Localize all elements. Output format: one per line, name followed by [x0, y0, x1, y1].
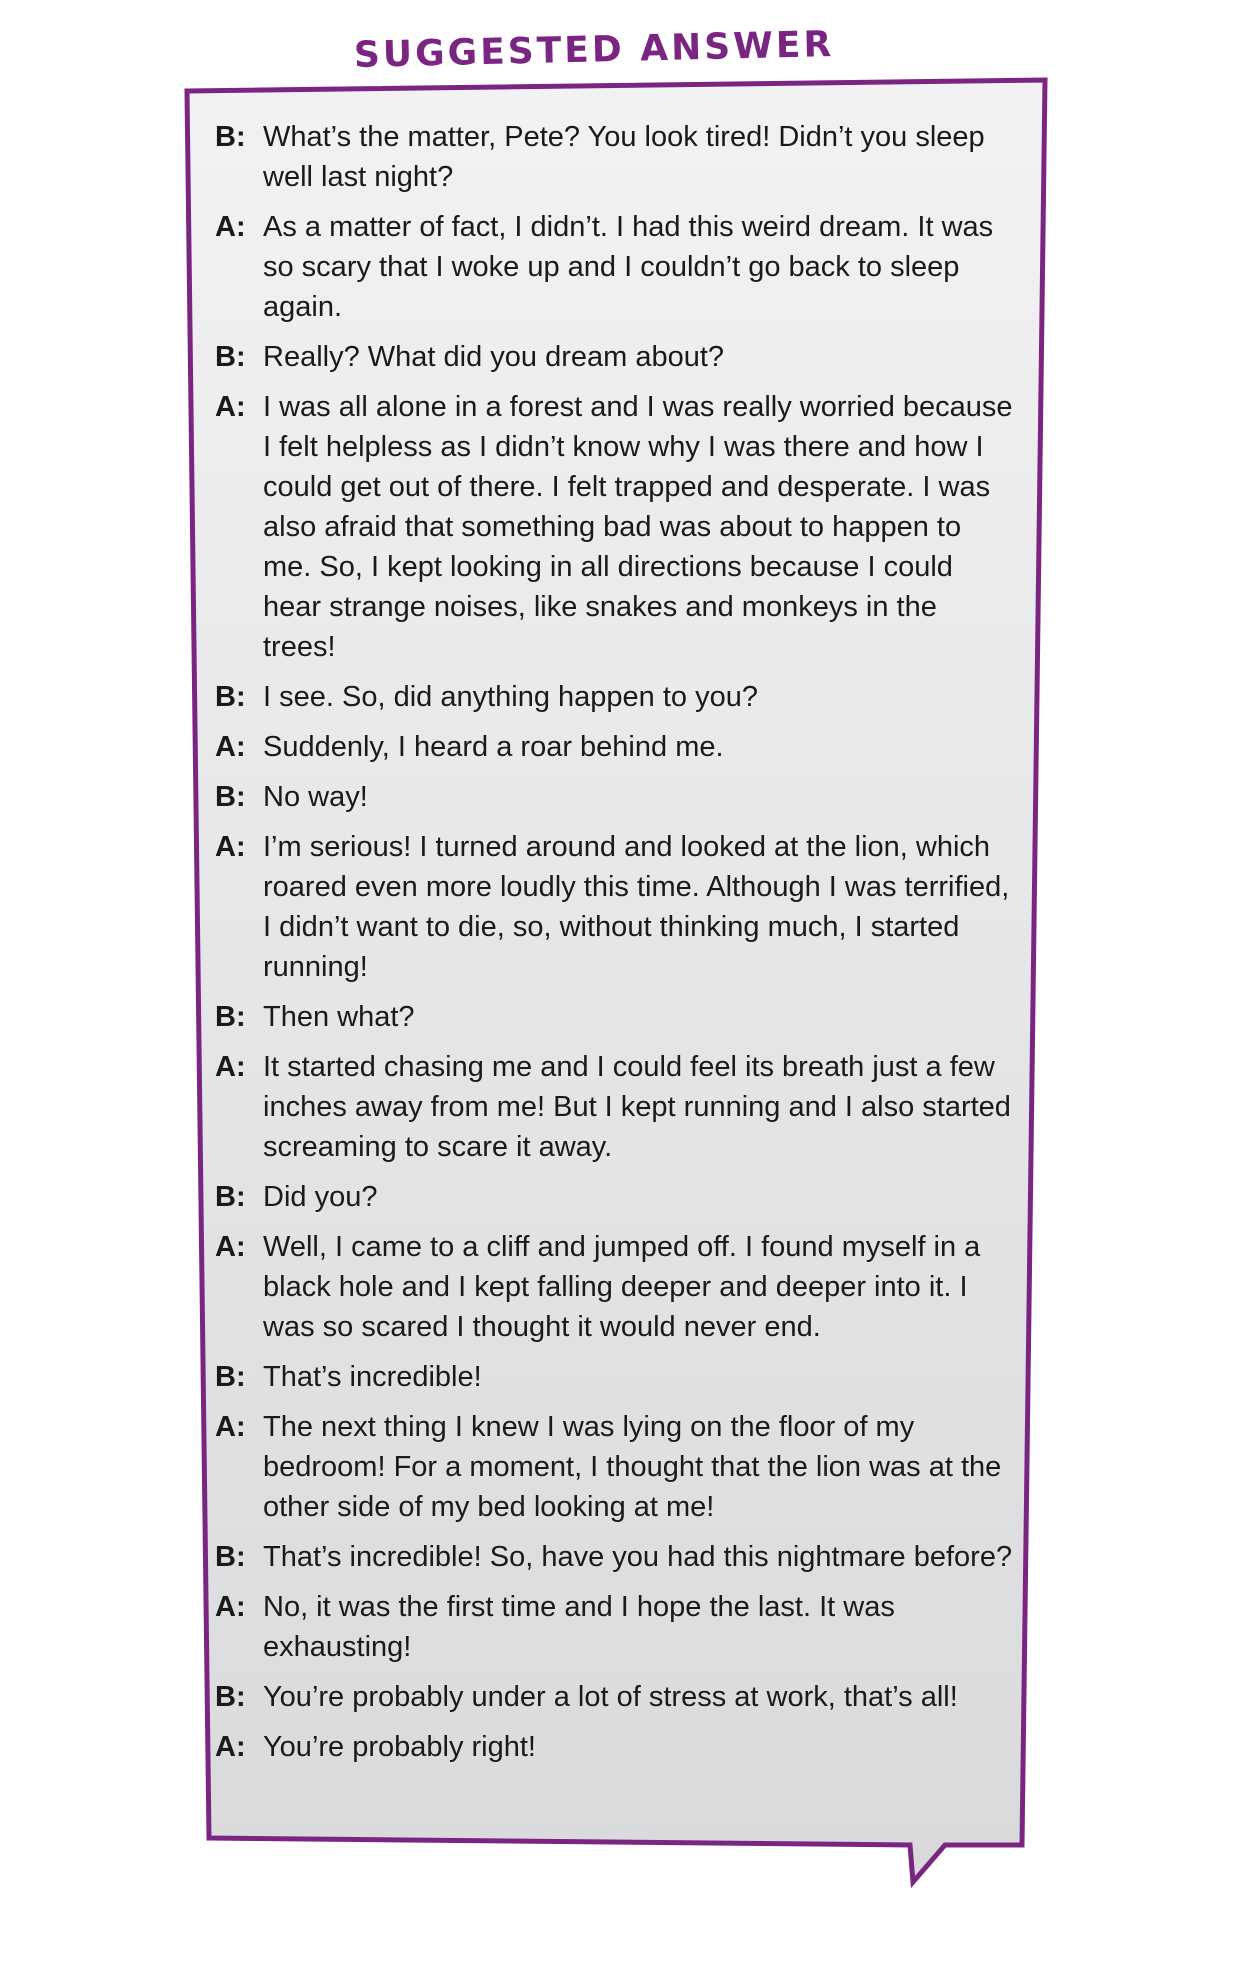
speaker-label: A: [215, 1591, 246, 1623]
dialogue-line [215, 1537, 1015, 1577]
line-text: As a matter of fact, I didn’t. I had this weird dream. It was so scary that I woke up and I couldn’t go back to sleep again. [263, 211, 994, 323]
speaker-label: A: [215, 211, 246, 243]
speaker-label: A: [215, 1731, 246, 1763]
speaker-label: B: [215, 1181, 246, 1213]
line-text: It started chasing me and I could feel its breath just a few inches away from me! But I kept running and I also started screaming to scare it away. [263, 1051, 1011, 1163]
speaker-label: B: [215, 781, 246, 813]
line-text: No way! [263, 781, 368, 813]
dialogue-line [215, 1587, 1015, 1667]
line-text: I was all alone in a forest and I was really worried because I felt helpless as I didn’t know why I was there and how I could get out of there. I felt trapped and desperate. I was also afraid that something bad was about to happen to me. So, I kept looking in all directions because I could hear strange noises, like snakes and monkeys in the trees! [263, 391, 1013, 663]
dialogue-line [215, 997, 1015, 1037]
dialogue-line [215, 1727, 1015, 1767]
dialogue-line [215, 827, 1015, 987]
dialogue-line [215, 1357, 1015, 1397]
line-text: Well, I came to a cliff and jumped off. I found myself in a black hole and I kept falling deeper and deeper into it. I was so scared I thought it would never end. [263, 1231, 981, 1343]
speaker-label: A: [215, 1411, 246, 1443]
speaker-label: A: [215, 1231, 246, 1263]
speaker-label: B: [215, 121, 246, 153]
speaker-label: B: [215, 1001, 246, 1033]
line-text: I see. So, did anything happen to you? [263, 681, 758, 713]
speaker-label: A: [215, 731, 246, 763]
dialogue-line [215, 337, 1015, 377]
speaker-label: B: [215, 341, 246, 373]
line-text: I’m serious! I turned around and looked at the lion, which roared even more loudly this time. Although I was terrified, I didn’t want to die, so, without thinking much, I started running! [263, 831, 1010, 983]
dialogue-line [215, 1407, 1015, 1527]
line-text: That’s incredible! So, have you had this nightmare before? [263, 1541, 1013, 1573]
dialogue-line [215, 117, 1015, 197]
dialogue [215, 117, 1015, 1777]
line-text: That’s incredible! [263, 1361, 482, 1393]
line-text: The next thing I knew I was lying on the floor of my bedroom! For a moment, I thought that the lion was at the other side of my bed looking at me! [263, 1411, 1002, 1523]
dialogue-line [215, 677, 1015, 717]
speaker-label: B: [215, 1541, 246, 1573]
line-text: Really? What did you dream about? [263, 341, 725, 373]
line-text: No, it was the first time and I hope the last. It was exhausting! [263, 1591, 895, 1663]
speaker-label: B: [215, 681, 246, 713]
dialogue-line [215, 387, 1015, 667]
dialogue-line [215, 727, 1015, 767]
dialogue-line [215, 1227, 1015, 1347]
dialogue-line [215, 1047, 1015, 1167]
line-text: Did you? [263, 1181, 378, 1213]
line-text: What’s the matter, Pete? You look tired! Didn’t you sleep well last night? [263, 121, 985, 193]
speaker-label: A: [215, 1051, 246, 1083]
page-title: SUGGESTED ANSWER [353, 24, 835, 76]
line-text: You’re probably under a lot of stress at work, that’s all! [263, 1681, 958, 1713]
line-text: Then what? [263, 1001, 415, 1033]
line-text: Suddenly, I heard a roar behind me. [263, 731, 724, 763]
speaker-label: A: [215, 831, 246, 863]
dialogue-line [215, 207, 1015, 327]
speaker-label: A: [215, 391, 246, 423]
speaker-label: B: [215, 1361, 246, 1393]
dialogue-line [215, 777, 1015, 817]
dialogue-line [215, 1677, 1015, 1717]
line-text: You’re probably right! [263, 1731, 536, 1763]
speaker-label: B: [215, 1681, 246, 1713]
dialogue-line [215, 1177, 1015, 1217]
